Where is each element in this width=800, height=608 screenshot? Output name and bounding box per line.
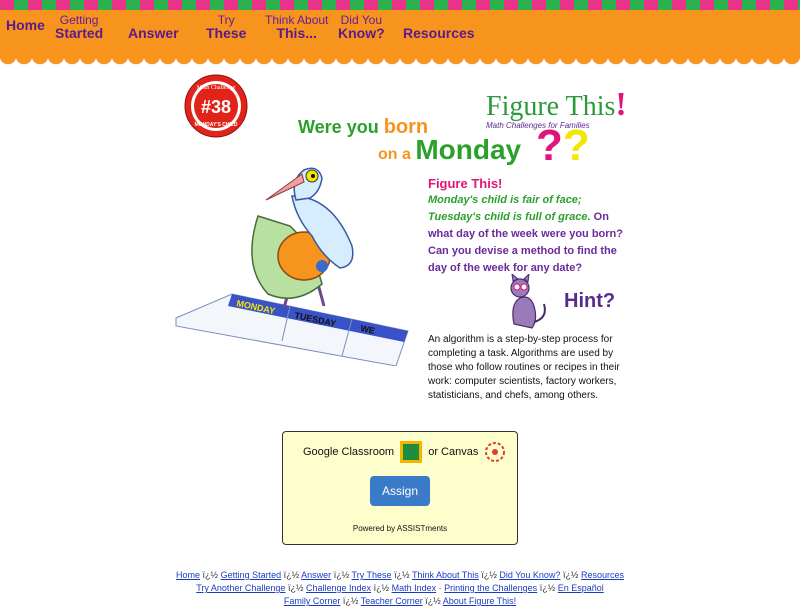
assign-panel bbox=[282, 431, 518, 545]
canvas-icon[interactable] bbox=[484, 441, 506, 463]
header-scallop bbox=[0, 56, 800, 72]
footer-separator: ï¿½ bbox=[539, 583, 556, 593]
footer-link-printing[interactable]: Printing the Challenges bbox=[444, 583, 538, 593]
badge-number: #38 bbox=[200, 97, 232, 117]
stork-illustration bbox=[172, 156, 412, 366]
title-on-a: on a bbox=[378, 146, 411, 163]
footer-link-getting-started[interactable]: Getting Started bbox=[220, 570, 282, 580]
footer-separator: ï¿½ bbox=[425, 596, 441, 606]
cat-icon[interactable] bbox=[504, 274, 550, 330]
footer-links bbox=[0, 569, 800, 608]
footer-separator: ï¿½ bbox=[333, 570, 350, 580]
assign-button[interactable]: Assign bbox=[370, 476, 430, 506]
question-mark-yellow: ? bbox=[562, 121, 590, 170]
footer-link-espanol[interactable]: En Español bbox=[557, 583, 604, 593]
calendar-day-wednesday: WE bbox=[359, 323, 376, 336]
nav-label-line2: Know? bbox=[338, 25, 385, 41]
nav-home[interactable]: Home bbox=[6, 17, 45, 33]
footer-link-try-these[interactable]: Try These bbox=[351, 570, 392, 580]
footer-link-try-another[interactable]: Try Another Challenge bbox=[196, 583, 286, 593]
nav-label-line1: Think About bbox=[265, 13, 329, 27]
footer-link-about[interactable]: About Figure This! bbox=[442, 596, 517, 606]
footer-row-1 bbox=[0, 569, 800, 582]
footer-separator: ï¿½ bbox=[394, 570, 410, 580]
footer-separator: ï¿½ bbox=[283, 570, 300, 580]
footer-link-teacher-corner[interactable]: Teacher Corner bbox=[360, 596, 423, 606]
challenge-badge-icon bbox=[184, 74, 248, 138]
challenge-rhyme: Monday's child is fair of face; Tuesday's child is full of grace. bbox=[428, 194, 591, 223]
footer-separator: ï¿½ bbox=[342, 596, 359, 606]
nav-label-line2: These bbox=[206, 25, 247, 41]
nav-label-line1: Try bbox=[217, 13, 235, 27]
logo-bang: ! bbox=[615, 86, 627, 123]
nav-label-line2: This... bbox=[276, 25, 317, 41]
nav-bar bbox=[0, 10, 800, 56]
title-were-you: Were you bbox=[298, 117, 379, 137]
title-born: born bbox=[383, 116, 429, 138]
calendar-day-monday: MONDAY bbox=[235, 298, 276, 317]
nav-think-about-this[interactable] bbox=[265, 14, 328, 40]
powered-by-text: Powered by ASSISTments bbox=[352, 524, 448, 533]
nav-try-these[interactable] bbox=[206, 14, 246, 40]
logo-word: Figure This bbox=[486, 91, 616, 122]
footer-separator: ï¿½ bbox=[481, 570, 497, 580]
nav-label-line2: Started bbox=[55, 25, 104, 41]
footer-separator: ï¿½ bbox=[562, 570, 579, 580]
nav-label-line2: Resources bbox=[403, 25, 475, 41]
header-decor-stripes bbox=[0, 0, 800, 10]
footer-link-challenge-index[interactable]: Challenge Index bbox=[305, 583, 372, 593]
footer-link-family-corner[interactable]: Family Corner bbox=[283, 596, 341, 606]
assign-platform-row bbox=[303, 441, 506, 463]
or-canvas-label: or Canvas bbox=[428, 445, 479, 458]
nav-answer[interactable] bbox=[128, 14, 179, 40]
nav-label-line2: Answer bbox=[128, 25, 179, 41]
nav-resources[interactable] bbox=[403, 14, 475, 40]
google-classroom-icon[interactable] bbox=[400, 441, 422, 463]
footer-row-2: Try Another Challenge ï¿½ Challenge Index ï¿½ Math Index · Printing the Challenges ï¿½ En Español bbox=[196, 583, 604, 593]
question-mark-pink: ? bbox=[536, 121, 563, 170]
footer-link-think-about-this[interactable]: Think About This bbox=[411, 570, 479, 580]
footer-link-home[interactable]: Home bbox=[176, 570, 201, 580]
footer-separator: ï¿½ bbox=[373, 583, 390, 593]
footer-link-answer[interactable]: Answer bbox=[301, 570, 332, 580]
badge-top-text: Math Challenge bbox=[196, 85, 236, 91]
hint-text: An algorithm is a step-by-step process for completing a task. Algorithms are used by those who follow routines or recipes in their work: computer scientists, factory workers, statisticians, and chefs, among others. bbox=[428, 334, 620, 401]
badge-bottom-text: MONDAY'S CHILD bbox=[194, 122, 238, 128]
footer-row-3 bbox=[0, 595, 800, 608]
footer-separator: ï¿½ bbox=[287, 583, 304, 593]
nav-getting-started[interactable] bbox=[55, 14, 103, 40]
challenge-question: On what day of the week were you born? Can you devise a method to find the day of the week for any date? bbox=[428, 211, 623, 274]
figure-this-label: Figure This! bbox=[428, 176, 503, 191]
challenge-text bbox=[428, 192, 628, 277]
calendar-day-tuesday: TUESDAY bbox=[293, 310, 337, 329]
nav-label-line1: Getting bbox=[59, 13, 99, 27]
footer-link-resources[interactable]: Resources bbox=[580, 570, 624, 580]
hint-label[interactable]: Hint? bbox=[564, 290, 616, 312]
nav-did-you-know[interactable] bbox=[338, 14, 385, 40]
nav-label-line1: Did You bbox=[340, 13, 383, 27]
title-monday: Monday bbox=[415, 134, 522, 165]
footer-link-math-index[interactable]: Math Index bbox=[391, 583, 437, 593]
logo-tagline: Math Challenges for Families bbox=[486, 121, 590, 130]
footer-separator: ï¿½ bbox=[202, 570, 219, 580]
google-classroom-label: Google Classroom bbox=[303, 445, 395, 458]
footer-link-did-you-know[interactable]: Did You Know? bbox=[499, 570, 561, 580]
